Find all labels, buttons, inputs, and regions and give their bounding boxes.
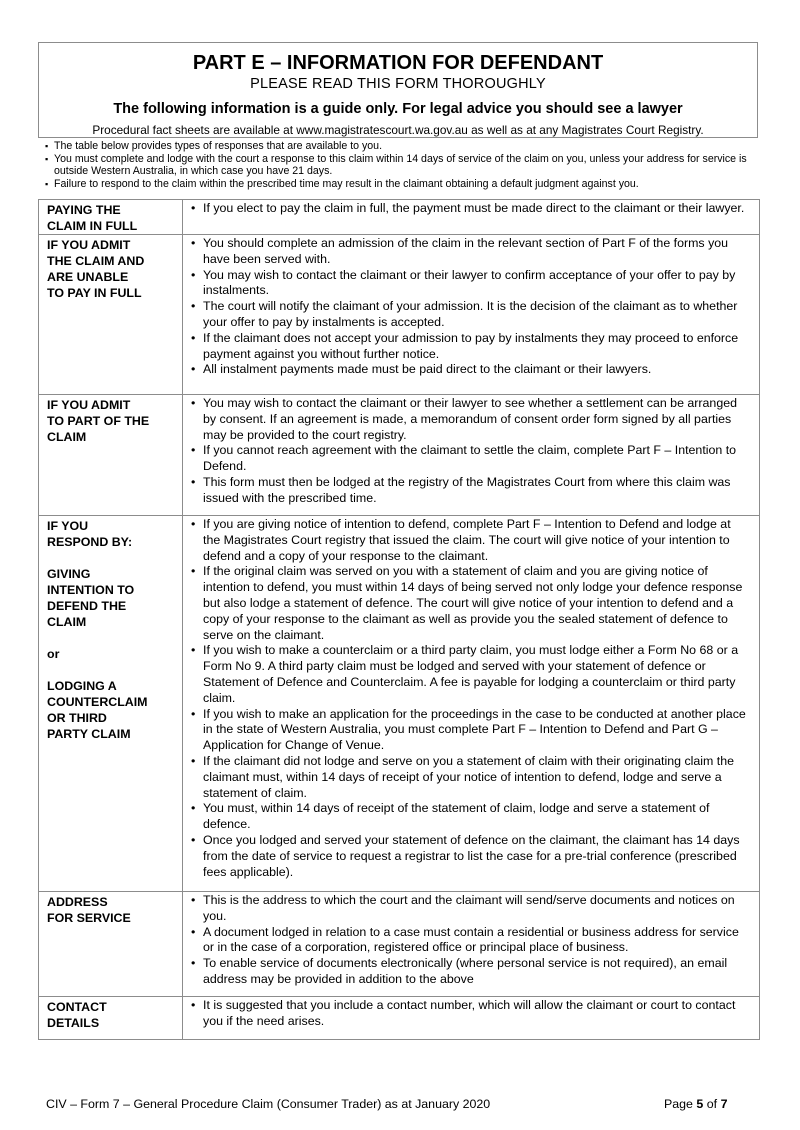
row-label: IF YOU RESPOND BY: GIVING INTENTION TO DEFEND THE CLAIM or LODGING A COUNTERCLAIM OR THIRD PARTY CLAIM [39, 516, 183, 892]
response-types-table [38, 199, 760, 1040]
legal-guide-notice: The following information is a guide only. For legal advice you should see a lawyer [113, 101, 683, 117]
row-label: ADDRESS FOR SERVICE [39, 892, 183, 997]
bullet-item: • If you wish to make an application for the proceedings in the case to be conducted at another place in the state of Western Australia, you must complete Part F – Intention to Defend and Part G – Application for Change of Venue. [189, 707, 751, 754]
bullet-item: • If you wish to make a counterclaim or a third party claim, you must lodge either a Form No 68 or a Form No 9. A third party claim must be lodged and served with your statement of defence or Statement of Defence and Counterclaim. A fee is payable for lodging a counterclaim or third party claim. [189, 643, 751, 706]
bullet-item: • If you elect to pay the claim in full, the payment must be made direct to the claimant or their lawyer. [189, 201, 751, 217]
bullet-item: • It is suggested that you include a contact number, which will allow the claimant or court to contact you if the need arises. [189, 998, 751, 1030]
note-item: ▪ The table below provides types of responses that are available to you. [45, 140, 760, 153]
page-title: PART E – INFORMATION FOR DEFENDANT [192, 52, 604, 74]
bullet-item: • A document lodged in relation to a case must contain a residential or business address for service or in the case of a corporation, registered office or principal place of business. [189, 925, 751, 957]
bullet-item: • Once you lodged and served your statement of defence on the claimant, the claimant has 14 days from the date of service to request a registrar to list the case for a pre-trial conference (prescribed fees applicable). [189, 833, 751, 880]
table-row [39, 997, 760, 1040]
row-label: CONTACT DETAILS [39, 997, 183, 1040]
table-row [39, 395, 760, 516]
page-subtitle: PLEASE READ THIS FORM THOROUGHLY [250, 76, 546, 92]
bullet-item: • If the claimant did not lodge and serve on you a statement of claim with their originating claim the claimant must, within 14 days of receipt of your notice of intention to defend, lodge and serve a statement of claim. [189, 754, 751, 801]
row-label: IF YOU ADMIT TO PART OF THE CLAIM [39, 395, 183, 516]
bullet-item: • If you cannot reach agreement with the claimant to settle the claim, complete Part F – Intention to Defend. [189, 443, 751, 475]
bullet-item: • If you are giving notice of intention to defend, complete Part F – Intention to Defend and lodge at the Magistrates Court registry that issued the claim. The court will give notice of your intention to defend and a copy of your response to the claimant. [189, 517, 751, 564]
intro-notes [45, 140, 760, 190]
row-content [183, 235, 760, 395]
fact-sheets-notice: Procedural fact sheets are available at www.magistratescourt.wa.gov.au as well as at any Magistrates Court Registry. [92, 123, 704, 137]
bullet-item: • All instalment payments made must be paid direct to the claimant or their lawyers. [189, 362, 751, 378]
footer-page-number [664, 1097, 727, 1112]
bullet-item: • You should complete an admission of the claim in the relevant section of Part F of the forms you have been served with. [189, 236, 751, 268]
bullet-item: • If the claimant does not accept your admission to pay by instalments they may proceed to enforce payment against you without further notice. [189, 331, 751, 363]
page-total: 7 [720, 1097, 728, 1111]
row-label: IF YOU ADMIT THE CLAIM AND ARE UNABLE TO PAY IN FULL [39, 235, 183, 395]
page-current: 5 [696, 1097, 704, 1111]
page-of: of [706, 1097, 718, 1111]
bullet-item: • This is the address to which the court and the claimant will send/serve documents and notices on you. [189, 893, 751, 925]
bullet-item: • To enable service of documents electronically (where personal service is not required), an email address may be provided in addition to the above [189, 956, 751, 988]
table-row [39, 200, 760, 235]
note-item: ▪ You must complete and lodge with the court a response to this claim within 14 days of service of the claim on you, unless your address for service is outside Western Australia, in which case you have 21 days. [45, 153, 760, 178]
row-content [183, 200, 760, 235]
row-content [183, 997, 760, 1040]
table-row [39, 235, 760, 395]
row-label: PAYING THE CLAIM IN FULL [39, 200, 183, 235]
row-content [183, 892, 760, 997]
note-item: ▪ Failure to respond to the claim within the prescribed time may result in the claimant obtaining a default judgment against you. [45, 178, 760, 191]
table-row [39, 516, 760, 892]
page-prefix: Page [664, 1097, 693, 1111]
bullet-item: • If the original claim was served on you with a statement of claim and you are giving notice of intention to defend, you must within 14 days of being served not only lodge your defence response but also lodge a statement of defence. The court will give notice of your intention to defend and a copy of your response to the claimant as well as provide you the sealed statement of defence to serve on the claimant. [189, 564, 751, 643]
row-content [183, 395, 760, 516]
bullet-item: • You may wish to contact the claimant or their lawyer to confirm acceptance of your offer to pay by instalments. [189, 268, 751, 300]
bullet-item: • This form must then be lodged at the registry of the Magistrates Court from where this claim was issued with the prescribed time. [189, 475, 751, 507]
row-content [183, 516, 760, 892]
bullet-item: • You must, within 14 days of receipt of the statement of claim, lodge and serve a statement of defence. [189, 801, 751, 833]
header-box [38, 42, 758, 138]
bullet-item: • You may wish to contact the claimant or their lawyer to see whether a settlement can be arranged by consent. If an agreement is made, a memorandum of consent order form signed by all parties may be provided to the court registry. [189, 396, 751, 443]
footer-form-name: CIV – Form 7 – General Procedure Claim (Consumer Trader) as at January 2020 [46, 1097, 491, 1111]
bullet-item: • The court will notify the claimant of your admission. It is the decision of the claimant as to whether your offer to pay by instalments is accepted. [189, 299, 751, 331]
table-row [39, 892, 760, 997]
